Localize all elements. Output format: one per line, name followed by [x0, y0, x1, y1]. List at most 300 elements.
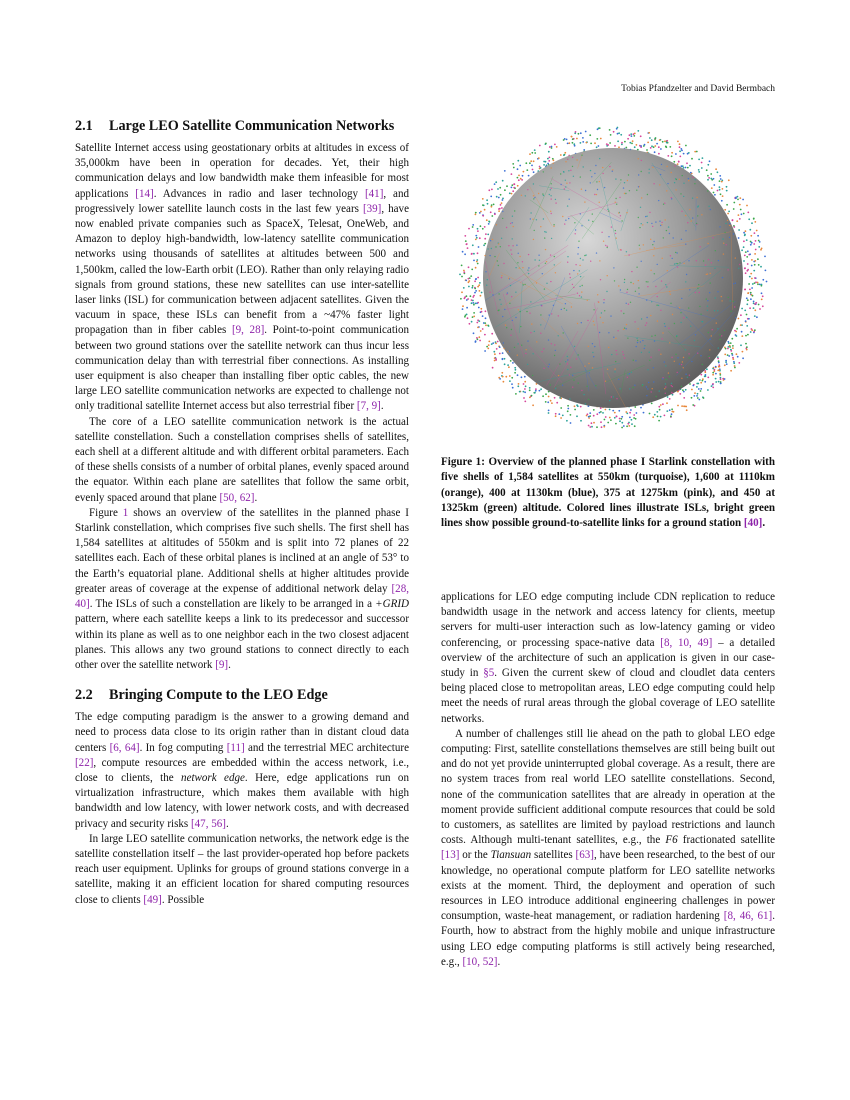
satellite-dot [619, 418, 621, 420]
satellite-dot [614, 371, 615, 372]
satellite-dot [480, 330, 482, 332]
citation-link[interactable]: [39] [362, 202, 382, 215]
citation-link[interactable]: [6, 64] [109, 741, 140, 754]
satellite-dot [655, 221, 656, 222]
satellite-dot [574, 222, 575, 223]
satellite-dot [544, 237, 545, 238]
satellite-dot [538, 255, 539, 256]
satellite-dot [658, 200, 659, 201]
citation-link[interactable]: [41] [364, 187, 384, 200]
satellite-dot [651, 223, 652, 224]
satellite-dot [755, 249, 757, 251]
satellite-dot [626, 328, 627, 329]
satellite-dot [566, 310, 567, 311]
satellite-dot [541, 305, 542, 306]
satellite-dot [550, 195, 551, 196]
satellite-dot [743, 246, 745, 248]
satellite-dot [740, 314, 742, 316]
satellite-dot [480, 295, 482, 297]
satellite-dot [712, 374, 714, 376]
section-2-1-heading [75, 118, 409, 135]
citation-link[interactable]: [11] [226, 741, 245, 754]
satellite-dot [589, 426, 591, 428]
satellite-dot [725, 348, 727, 350]
satellite-dot [551, 146, 553, 148]
satellite-dot [593, 415, 595, 417]
satellite-dot [661, 222, 662, 223]
satellite-dot [654, 145, 656, 147]
satellite-dot [664, 415, 666, 417]
satellite-dot [706, 298, 707, 299]
satellite-dot [504, 309, 505, 310]
satellite-dot [540, 324, 541, 325]
satellite-dot [744, 268, 746, 270]
satellite-dot [512, 190, 514, 192]
satellite-dot [733, 301, 734, 302]
satellite-dot [611, 396, 612, 397]
satellite-dot [475, 278, 477, 280]
satellite-dot [746, 303, 748, 305]
satellite-dot [511, 193, 513, 195]
satellite-dot [714, 194, 716, 196]
satellite-dot [477, 230, 479, 232]
satellite-dot [618, 132, 620, 134]
satellite-dot [746, 325, 748, 327]
satellite-dot [574, 409, 576, 411]
satellite-dot [732, 358, 734, 360]
satellite-dot [747, 334, 749, 336]
satellite-dot [667, 183, 668, 184]
satellite-dot [742, 199, 744, 201]
satellite-dot [638, 287, 639, 288]
satellite-dot [747, 250, 749, 252]
satellite-dot [753, 301, 755, 303]
satellite-dot [472, 316, 474, 318]
satellite-dot [666, 379, 667, 380]
satellite-dot [534, 259, 535, 260]
satellite-dot [696, 223, 697, 224]
satellite-dot [735, 317, 736, 318]
satellite-dot [747, 299, 749, 301]
satellite-dot [512, 222, 513, 223]
citation-link[interactable]: [22] [75, 756, 94, 769]
satellite-dot [544, 288, 545, 289]
satellite-dot [623, 354, 624, 355]
satellite-dot [709, 292, 710, 293]
satellite-dot [683, 263, 684, 264]
satellite-dot [506, 327, 507, 328]
satellite-dot [507, 351, 508, 352]
satellite-dot [624, 357, 625, 358]
satellite-dot [478, 246, 480, 248]
satellite-dot [576, 159, 577, 160]
satellite-dot [547, 158, 549, 160]
satellite-dot [475, 267, 477, 269]
satellite-dot [757, 235, 759, 237]
satellite-dot [523, 171, 525, 173]
satellite-dot [719, 189, 721, 191]
satellite-dot [585, 131, 587, 133]
satellite-dot [539, 260, 540, 261]
satellite-dot [673, 237, 674, 238]
satellite-dot [586, 386, 587, 387]
satellite-dot [534, 392, 536, 394]
satellite-dot [712, 237, 713, 238]
satellite-dot [461, 276, 463, 278]
satellite-dot [594, 173, 595, 174]
figure-ref-link[interactable]: 1 [122, 506, 129, 519]
citation-link[interactable]: [28, 40] [75, 582, 409, 611]
satellite-dot [743, 213, 745, 215]
satellite-dot [545, 401, 547, 403]
satellite-dot [581, 322, 582, 323]
citation-link[interactable]: [8, 10, 49] [660, 636, 713, 649]
citation-link[interactable]: [7, 9] [356, 400, 381, 413]
satellite-dot [513, 187, 515, 189]
section-ref-link[interactable]: §5 [483, 667, 495, 680]
citation-link[interactable]: [9, 28] [231, 324, 265, 337]
satellite-dot [468, 286, 470, 288]
satellite-dot [545, 263, 546, 264]
satellite-dot [514, 347, 515, 348]
satellite-dot [601, 426, 603, 428]
satellite-dot [477, 263, 479, 265]
satellite-dot [717, 291, 718, 292]
satellite-dot [757, 283, 759, 285]
satellite-dot [652, 388, 653, 389]
satellite-dot [538, 265, 539, 266]
satellite-dot [669, 342, 670, 343]
satellite-dot [728, 211, 730, 213]
satellite-dot [588, 416, 590, 418]
citation-link[interactable]: [9] [215, 658, 229, 671]
satellite-dot [626, 413, 628, 415]
satellite-dot [641, 352, 642, 353]
satellite-dot [660, 174, 661, 175]
satellite-dot [564, 152, 566, 154]
satellite-dot [481, 292, 483, 294]
satellite-dot [560, 184, 561, 185]
satellite-dot [728, 355, 730, 357]
satellite-dot [634, 146, 636, 148]
satellite-dot [637, 328, 638, 329]
satellite-dot [507, 292, 508, 293]
satellite-dot [674, 263, 675, 264]
satellite-dot [486, 346, 488, 348]
satellite-dot [569, 182, 570, 183]
satellite-dot [686, 162, 688, 164]
citation-link[interactable]: [8, 46, 61] [723, 910, 773, 923]
satellite-dot [648, 382, 649, 383]
satellite-dot [671, 385, 672, 386]
satellite-dot [621, 144, 623, 146]
satellite-dot [709, 357, 710, 358]
satellite-dot [719, 366, 721, 368]
satellite-dot [612, 171, 613, 172]
satellite-dot [699, 292, 700, 293]
satellite-dot [751, 242, 753, 244]
satellite-dot [665, 146, 667, 148]
satellite-dot [475, 235, 477, 237]
satellite-dot [478, 307, 480, 309]
satellite-dot [615, 178, 616, 179]
satellite-dot [499, 299, 500, 300]
satellite-dot [548, 396, 550, 398]
satellite-dot [540, 333, 541, 334]
satellite-dot [751, 329, 753, 331]
satellite-dot [733, 362, 735, 364]
satellite-dot [626, 251, 627, 252]
satellite-dot [573, 176, 574, 177]
satellite-dot [636, 412, 638, 414]
satellite-dot [647, 281, 648, 282]
satellite-dot [565, 361, 566, 362]
satellite-dot [685, 349, 686, 350]
satellite-dot [655, 335, 656, 336]
satellite-dot [744, 289, 746, 291]
satellite-dot [736, 328, 738, 330]
satellite-dot [505, 324, 506, 325]
satellite-dot [540, 226, 541, 227]
satellite-dot [602, 322, 603, 323]
satellite-dot [695, 334, 696, 335]
satellite-dot [577, 273, 578, 274]
satellite-dot [638, 217, 639, 218]
satellite-dot [474, 288, 476, 290]
satellite-dot [502, 218, 503, 219]
satellite-dot [623, 329, 624, 330]
satellite-dot [509, 380, 511, 382]
satellite-dot [529, 162, 531, 164]
satellite-dot [468, 266, 470, 268]
satellite-dot [692, 198, 693, 199]
satellite-dot [722, 188, 724, 190]
satellite-dot [631, 135, 633, 137]
satellite-dot [560, 154, 562, 156]
satellite-dot [677, 163, 679, 165]
satellite-dot [707, 164, 709, 166]
satellite-dot [596, 146, 598, 148]
satellite-dot [624, 279, 625, 280]
satellite-dot [734, 306, 735, 307]
satellite-dot [574, 405, 576, 407]
satellite-dot [675, 189, 676, 190]
satellite-dot [734, 367, 736, 369]
satellite-dot [617, 133, 619, 135]
satellite-dot [467, 298, 469, 300]
satellite-dot [664, 361, 665, 362]
satellite-dot [607, 209, 608, 210]
satellite-dot [543, 348, 544, 349]
satellite-dot [565, 186, 566, 187]
satellite-dot [573, 287, 574, 288]
satellite-dot [541, 351, 542, 352]
satellite-dot [551, 198, 552, 199]
satellite-dot [674, 323, 675, 324]
satellite-dot [718, 362, 720, 364]
satellite-dot [745, 251, 747, 253]
satellite-dot [555, 388, 556, 389]
satellite-dot [464, 296, 466, 298]
satellite-dot [637, 149, 639, 151]
satellite-dot [712, 387, 714, 389]
satellite-dot [610, 419, 612, 421]
satellite-dot [715, 366, 717, 368]
satellite-dot [494, 360, 496, 362]
satellite-dot [738, 229, 740, 231]
satellite-dot [634, 133, 636, 135]
satellite-dot [584, 255, 585, 256]
satellite-dot [702, 364, 703, 365]
satellite-dot [649, 360, 650, 361]
satellite-dot [745, 272, 747, 274]
satellite-dot [627, 377, 628, 378]
satellite-dot [554, 264, 555, 265]
satellite-dot [624, 182, 625, 183]
satellite-dot [621, 418, 623, 420]
satellite-dot [569, 374, 570, 375]
satellite-dot [747, 263, 749, 265]
satellite-dot [589, 372, 590, 373]
satellite-dot [536, 341, 537, 342]
satellite-dot [496, 348, 498, 350]
satellite-dot [620, 289, 621, 290]
satellite-dot [500, 194, 502, 196]
satellite-dot [649, 137, 651, 139]
satellite-dot [651, 336, 652, 337]
satellite-dot [712, 372, 714, 374]
satellite-dot [602, 167, 603, 168]
satellite-dot [599, 158, 600, 159]
satellite-dot [563, 171, 564, 172]
satellite-dot [551, 343, 552, 344]
satellite-dot [575, 229, 576, 230]
satellite-dot [533, 171, 535, 173]
satellite-dot [626, 212, 627, 213]
citation-link[interactable]: [49] [143, 893, 162, 906]
citation-link[interactable]: [10, 52] [462, 955, 498, 968]
satellite-dot [510, 223, 511, 224]
satellite-dot [531, 395, 533, 397]
satellite-dot [621, 142, 623, 144]
satellite-dot [463, 271, 465, 273]
satellite-dot [532, 219, 533, 220]
satellite-dot [671, 413, 673, 415]
satellite-dot [738, 318, 740, 320]
satellite-dot [626, 292, 627, 293]
satellite-dot [567, 369, 568, 370]
satellite-dot [610, 134, 612, 136]
satellite-dot [645, 325, 646, 326]
satellite-dot [487, 234, 489, 236]
satellite-dot [674, 182, 675, 183]
citation-link[interactable]: [63] [575, 849, 594, 862]
satellite-dot [671, 408, 673, 410]
satellite-dot [640, 207, 641, 208]
satellite-dot [637, 340, 638, 341]
citation-link[interactable]: [13] [441, 849, 460, 862]
satellite-dot [723, 253, 724, 254]
satellite-dot [716, 322, 717, 323]
satellite-dot [500, 304, 501, 305]
satellite-dot [492, 294, 493, 295]
satellite-dot [695, 292, 696, 293]
satellite-dot [631, 419, 633, 421]
satellite-dot [658, 153, 660, 155]
satellite-dot [536, 282, 537, 283]
satellite-dot [467, 317, 469, 319]
satellite-dot [555, 415, 557, 417]
satellite-dot [550, 254, 551, 255]
satellite-dot [572, 157, 573, 158]
satellite-dot [533, 183, 534, 184]
satellite-dot [602, 412, 604, 414]
satellite-dot [667, 270, 668, 271]
citation-link[interactable]: [47, 56] [190, 817, 226, 830]
satellite-dot [733, 208, 735, 210]
satellite-dot [728, 297, 729, 298]
satellite-dot [711, 187, 713, 189]
satellite-dot [481, 311, 483, 313]
satellite-dot [733, 283, 734, 284]
satellite-dot [510, 285, 511, 286]
satellite-dot [519, 391, 521, 393]
satellite-dot [682, 175, 683, 176]
satellite-dot [656, 305, 657, 306]
satellite-dot [646, 216, 647, 217]
satellite-dot [746, 346, 748, 348]
satellite-dot [494, 353, 496, 355]
satellite-dot [748, 318, 750, 320]
satellite-dot [746, 297, 748, 299]
satellite-dot [709, 349, 710, 350]
satellite-dot [755, 302, 757, 304]
citation-link[interactable]: [50, 62] [219, 491, 255, 504]
satellite-dot [727, 220, 728, 221]
citation-link[interactable]: [14] [135, 187, 154, 200]
satellite-dot [618, 285, 619, 286]
satellite-dot [681, 150, 683, 152]
satellite-dot [754, 315, 756, 317]
satellite-dot [489, 221, 491, 223]
satellite-dot [618, 379, 619, 380]
citation-link[interactable]: [40] [743, 517, 763, 530]
satellite-dot [480, 211, 482, 213]
satellite-dot [751, 278, 753, 280]
satellite-dot [596, 181, 597, 182]
satellite-dot [596, 426, 598, 428]
satellite-dot [534, 230, 535, 231]
satellite-dot [579, 270, 580, 271]
satellite-dot [624, 282, 625, 283]
satellite-dot [662, 332, 663, 333]
satellite-dot [657, 416, 659, 418]
satellite-dot [614, 280, 615, 281]
satellite-dot [498, 293, 499, 294]
satellite-dot [644, 144, 646, 146]
satellite-dot [588, 425, 590, 427]
satellite-dot [527, 340, 528, 341]
satellite-dot [511, 377, 513, 379]
satellite-dot [632, 387, 633, 388]
satellite-dot [679, 150, 681, 152]
satellite-dot [647, 286, 648, 287]
satellite-dot [491, 215, 493, 217]
satellite-dot [598, 302, 599, 303]
satellite-dot [703, 260, 704, 261]
satellite-dot [567, 256, 568, 257]
paragraph: A number of challenges still lie ahead on the path to global LEO edge computing: First, satellite constellations themselves are still being built out and do not yet provide uninterrupted global coverage. As a result, there are no system traces from real world LEO satellite constellations. Second, none of the communication satellites that are already in operation at the moment provide sufficient additional compute resources that could be sold to customers, as satellites are limited by payload restrictions and launch costs. Although multi-tenant satellites, e.g., the F6 fractionated satellite [13] or the Tiansuan satellites [63], have been researched, to the best of our knowledge, no operational compute platform for LEO satellite networks exists at the moment. Third, the deployment and operation of such resources in LEO introduce additional engineering challenges in power consumption, waste-heat management, or radiation hardening [8, 46, 61]. Fourth, how to abstract from the highly mobile and unique infrastructure using LEO edge computing platforms is still actively being researched, e.g., [10, 52]. [441, 727, 775, 968]
